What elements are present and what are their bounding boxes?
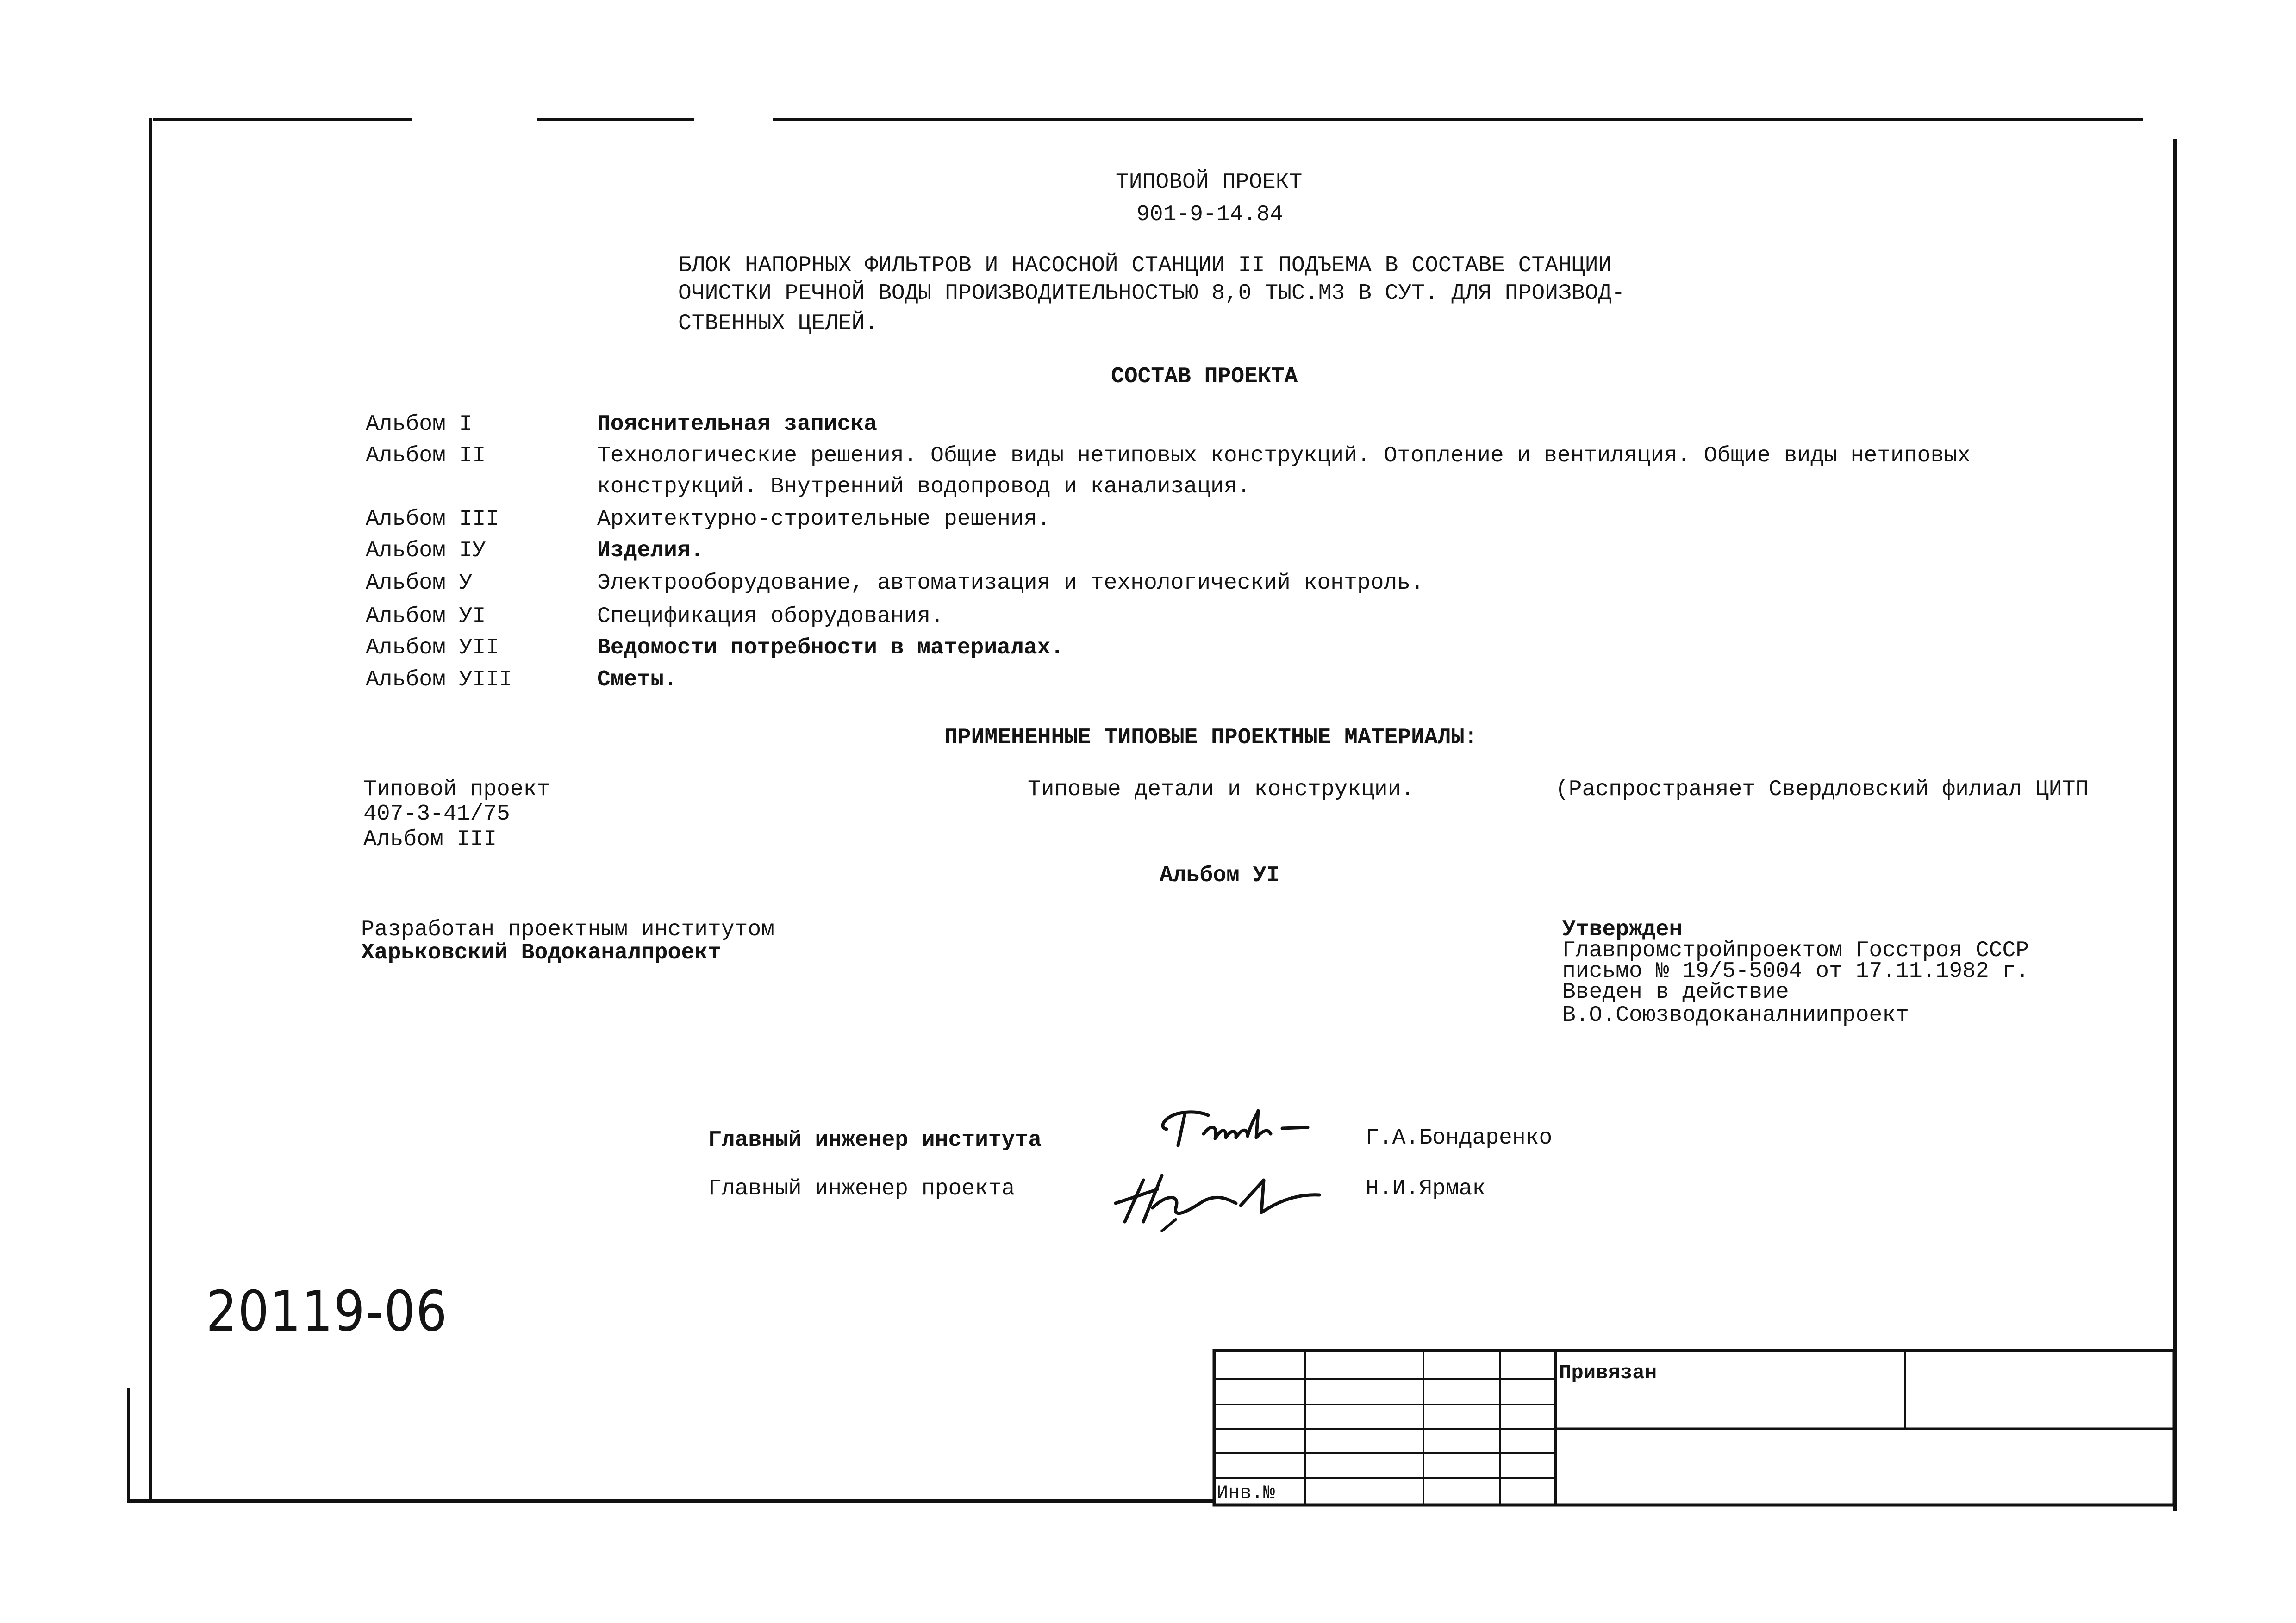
- stamp-inv-label: Инв.№: [1217, 1482, 1275, 1504]
- album-desc-4: Изделия.: [597, 538, 704, 563]
- chief-project-title: Главный инженер проекта: [708, 1176, 1015, 1201]
- album-mark: Альбом УI: [1160, 863, 1280, 888]
- approved-line-2: Главпромстройпроектом Госстроя СССР: [1562, 938, 2029, 963]
- album-desc-3: Архитектурно-строительные решения.: [597, 507, 1051, 532]
- frame-top-segment-2: [537, 118, 694, 121]
- inventory-number: 20119-06: [206, 1280, 448, 1344]
- applied-materials-title: ПРИМЕНЕННЫЕ ТИПОВЫЕ ПРОЕКТНЫЕ МАТЕРИАЛЫ:: [944, 725, 1478, 750]
- frame-top-segment-1: [153, 118, 412, 121]
- album-label-7: Альбом УII: [366, 635, 499, 660]
- album-desc-7: Ведомости потребности в материалах.: [597, 635, 1064, 660]
- project-description-line-2: ОЧИСТКИ РЕЧНОЙ ВОДЫ ПРОИЗВОДИТЕЛЬНОСТЬЮ 8,0 ТЫС.М3 В СУТ. ДЛЯ ПРОИЗВОД-: [678, 281, 1625, 306]
- album-label-6: Альбом УI: [366, 604, 486, 629]
- stamp-bound-label: Привязан: [1559, 1362, 1657, 1385]
- album-desc-8: Сметы.: [597, 667, 677, 692]
- applied-project-line-3: Альбом III: [363, 827, 497, 852]
- album-label-4: Альбом IУ: [366, 538, 486, 563]
- project-description-line-1: БЛОК НАПОРНЫХ ФИЛЬТРОВ И НАСОСНОЙ СТАНЦИИ II ПОДЪЕМА В СОСТАВЕ СТАНЦИИ: [678, 253, 1612, 278]
- applied-project-line-2: 407-3-41/75: [363, 802, 510, 827]
- approved-line-1: Утвержден: [1562, 917, 1683, 942]
- chief-institute-name: Г.А.Бондаренко: [1366, 1126, 1553, 1150]
- album-desc-6: Спецификация оборудования.: [597, 604, 944, 629]
- developed-by-line-1: Разработан проектным институтом: [361, 917, 774, 942]
- frame-left-border: [149, 118, 152, 1502]
- chief-institute-title: Главный инженер института: [708, 1128, 1042, 1153]
- project-number: 901-9-14.84: [1136, 202, 1283, 227]
- album-label-8: Альбом УIII: [366, 667, 512, 692]
- album-label-5: Альбом У: [366, 571, 473, 596]
- signature-bondarenko: [1153, 1101, 1329, 1152]
- approved-line-5: В.О.Союзводоканалниипроект: [1562, 1003, 1909, 1028]
- album-desc-1: Пояснительная записка: [597, 412, 877, 437]
- applied-details: Типовые детали и конструкции.: [1028, 777, 1415, 802]
- album-desc-5: Электрооборудование, автоматизация и технологический контроль.: [597, 571, 1424, 596]
- album-desc-2-line-1: Технологические решения. Общие виды нетиповых конструкций. Отопление и вентиляция. Общие виды нетиповых: [597, 443, 1971, 468]
- project-description-line-3: СТВЕННЫХ ЦЕЛЕЙ.: [678, 311, 879, 336]
- frame-right-border: [2173, 139, 2177, 1511]
- applied-distributor: (Распространяет Свердловский филиал ЦИТП: [1555, 777, 2089, 802]
- composition-title: СОСТАВ ПРОЕКТА: [1111, 364, 1298, 389]
- frame-left-bottom-tick: [127, 1388, 130, 1502]
- album-label-2: Альбом II: [366, 443, 486, 468]
- frame-bottom-left: [127, 1499, 1215, 1503]
- project-type: ТИПОВОЙ ПРОЕКТ: [1116, 170, 1303, 195]
- approved-line-4: Введен в действие: [1562, 980, 1789, 1005]
- developed-by-line-2: Харьковский Водоканалпроект: [361, 940, 721, 965]
- album-label-1: Альбом I: [366, 412, 473, 437]
- signature-yarmak: [1106, 1162, 1329, 1240]
- chief-project-name: Н.И.Ярмак: [1366, 1176, 1486, 1201]
- album-desc-2-line-2: конструкций. Внутренний водопровод и канализация.: [597, 474, 1251, 499]
- applied-project-line-1: Типовой проект: [363, 777, 550, 802]
- album-label-3: Альбом III: [366, 507, 499, 532]
- frame-top-segment-3: [773, 118, 2143, 121]
- title-stamp: [1213, 1349, 2176, 1506]
- approved-line-3: письмо № 19/5-5004 от 17.11.1982 г.: [1562, 959, 2029, 984]
